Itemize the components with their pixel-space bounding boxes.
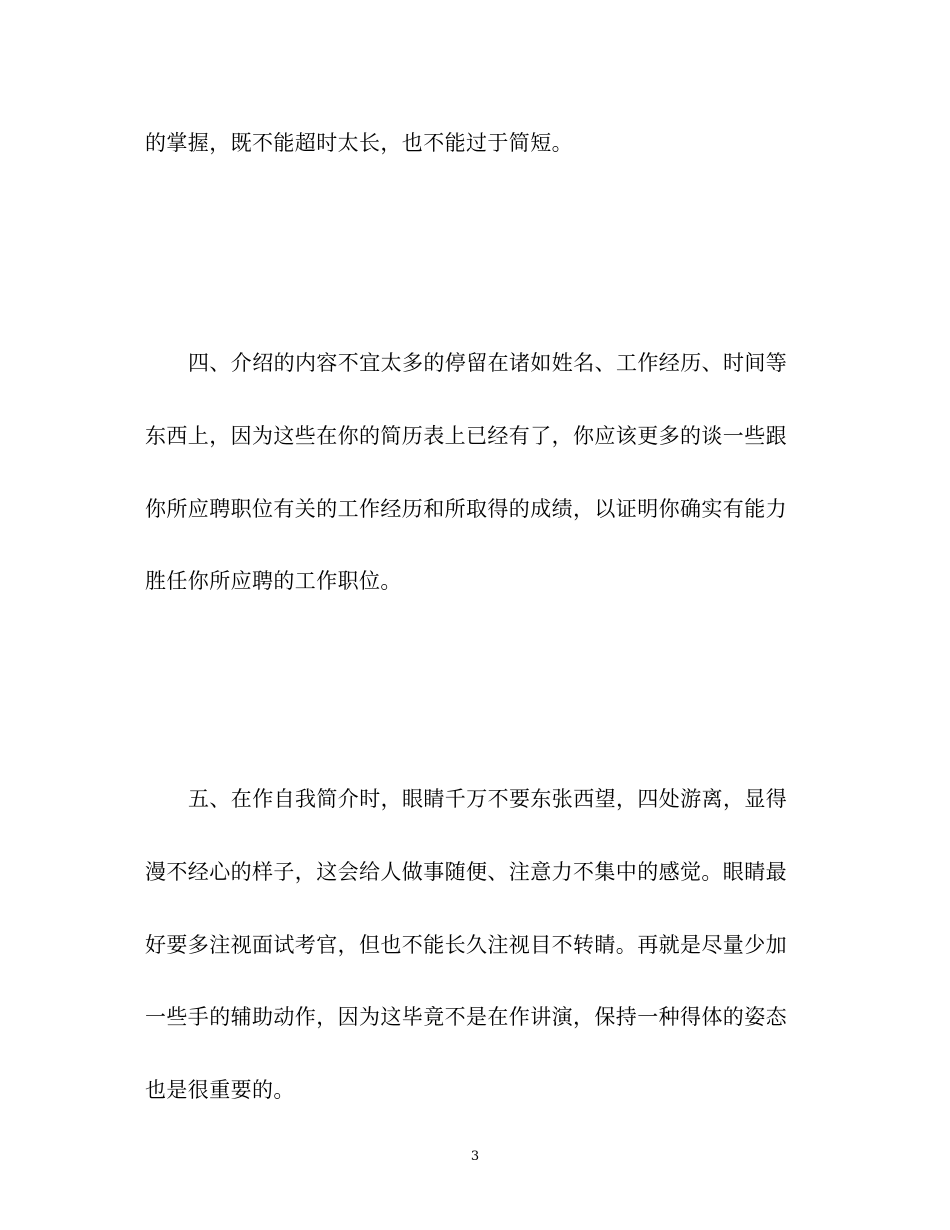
paragraph-4-line-2: 东西上，因为这些在你的简历表上已经有了，你应该更多的谈一些跟 [145,424,787,448]
page-number: 3 [470,1149,480,1164]
paragraph-5-line-3: 好要多注视面试考官，但也不能长久注视目不转睛。再就是尽量少加 [145,933,787,957]
paragraph-4-line-1: 四、介绍的内容不宜太多的停留在诸如姓名、工作经历、时间等 [188,351,788,375]
paragraph-5-line-4: 一些手的辅助动作，因为这毕竟不是在作讲演，保持一种得体的姿态 [145,1005,787,1029]
paragraph-5-line-1: 五、在作自我简介时，眼睛千万不要东张西望，四处游离，显得 [188,787,788,811]
paragraph-4-line-4: 胜任你所应聘的工作职位。 [145,569,402,593]
paragraph-5-line-2: 漫不经心的样子，这会给人做事随便、注意力不集中的感觉。眼睛最 [145,860,787,884]
paragraph-5-line-5: 也是很重要的。 [145,1078,295,1102]
paragraph-3-line-1: 的掌握，既不能超时太长，也不能过于简短。 [145,131,573,155]
paragraph-4-line-3: 你所应聘职位有关的工作经历和所取得的成绩，以证明你确实有能力 [145,497,787,521]
